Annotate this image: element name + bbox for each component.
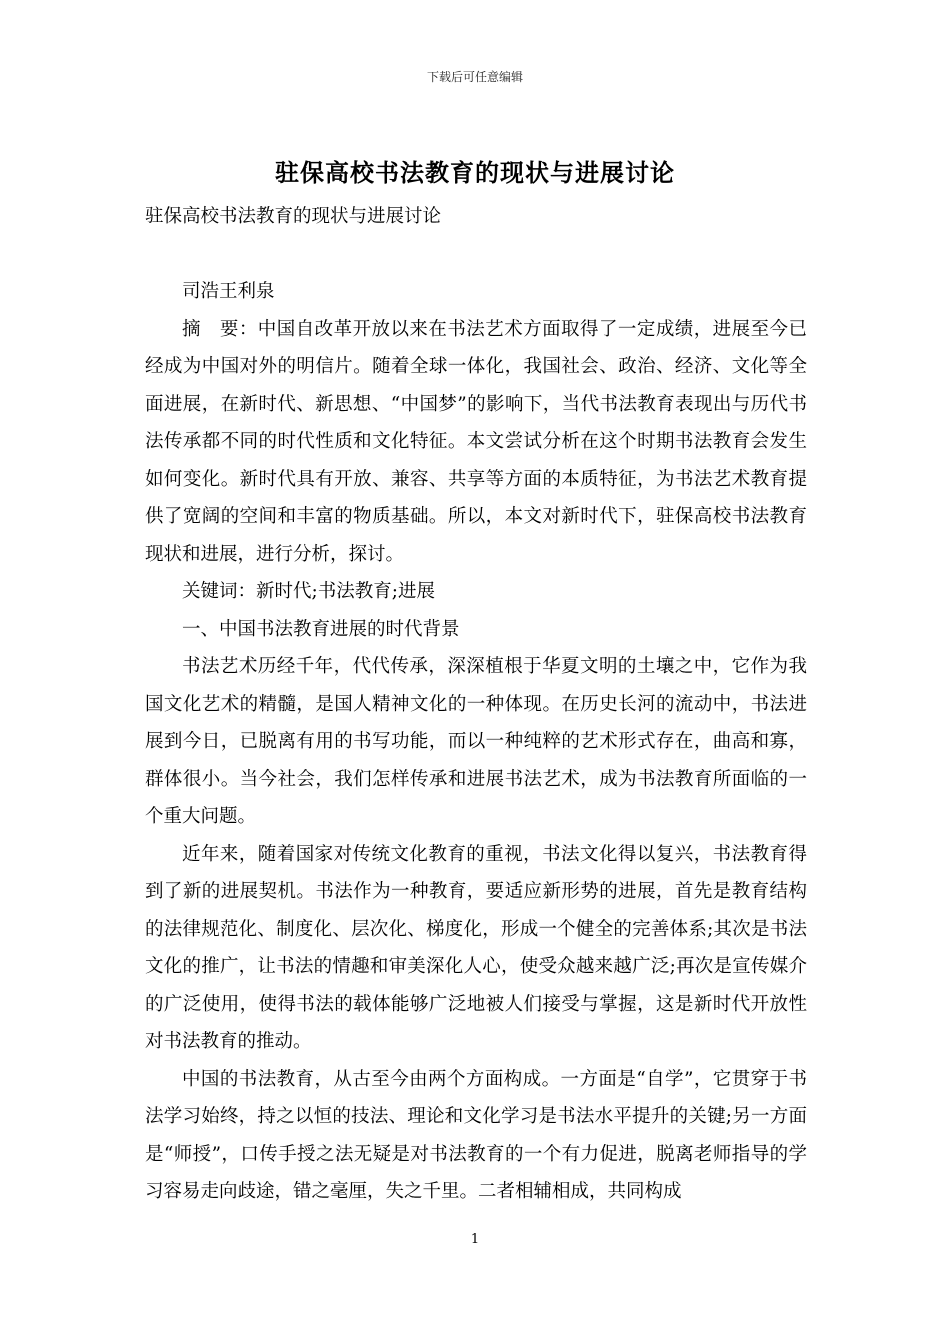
section-heading: 一、中国书法教育进展的时代背景 <box>182 618 460 640</box>
keywords: 关键词：新时代;书法教育;进展 <box>182 581 435 602</box>
subtitle: 驻保高校书法教育的现状与进展讨论 <box>145 206 442 227</box>
body-paragraph-1: 书法艺术历经千年，代代传承，深深植根于华夏文明的土壤之中，它作为我国文化艺术的精髓，是国人精神文化的一种体现。在历史长河的流动中，书法进展到今日，已脱离有用的书写功能，而以一种纯粹的艺术形式存在，曲高和寡，群体很小。当今社会，我们怎样传承和进展书法艺术，成为书法教育所面临的一个重大问题。 <box>145 656 807 827</box>
page-number: 1 <box>470 1232 480 1247</box>
document-title: 驻保高校书法教育的现状与进展讨论 <box>275 158 675 187</box>
abstract-paragraph: 摘 要：中国自改革开放以来在书法艺术方面取得了一定成绩，进展至今已经成为中国对外的明信片。随着全球一体化，我国社会、政治、经济、文化等全面进展，在新时代、新思想、“中国梦”的影响下，当代书法教育表现出与历代书法传承都不同的时代性质和文化特征。本文尝试分析在这个时期书法教育会发生如何变化。新时代具有开放、兼容、共享等方面的本质特征，为书法艺术教育提供了宽阔的空间和丰富的物质基础。所以，本文对新时代下，驻保高校书法教育现状和进展，进行分析，探讨。 <box>145 318 807 565</box>
authors: 司浩王利泉 <box>182 281 275 302</box>
body-paragraph-3: 中国的书法教育，从古至今由两个方面构成。一方面是“自学”，它贯穿于书法学习始终，持之以恒的技法、理论和文化学习是书法水平提升的关键;另一方面是“师授”，口传手授之法无疑是对书法教育的一个有力促进，脱离老师指导的学习容易走向歧途，错之毫厘，失之千里。二者相辅相成，共同构成 <box>145 1068 807 1202</box>
body-paragraph-2: 近年来，随着国家对传统文化教育的重视，书法文化得以复兴，书法教育得到了新的进展契机。书法作为一种教育，要适应新形势的进展，首先是教育结构的法律规范化、制度化、层次化、梯度化，形成一个健全的完善体系;其次是书法文化的推广，让书法的情趣和审美深化人心，使受众越来越广泛;再次是宣传媒介的广泛使用，使得书法的载体能够广泛地被人们接受与掌握，这是新时代开放性对书法教育的推动。 <box>145 843 807 1052</box>
document-body <box>145 198 807 1211</box>
blank-line <box>145 236 807 274</box>
header-note: 下载后可任意编辑 <box>426 70 523 84</box>
